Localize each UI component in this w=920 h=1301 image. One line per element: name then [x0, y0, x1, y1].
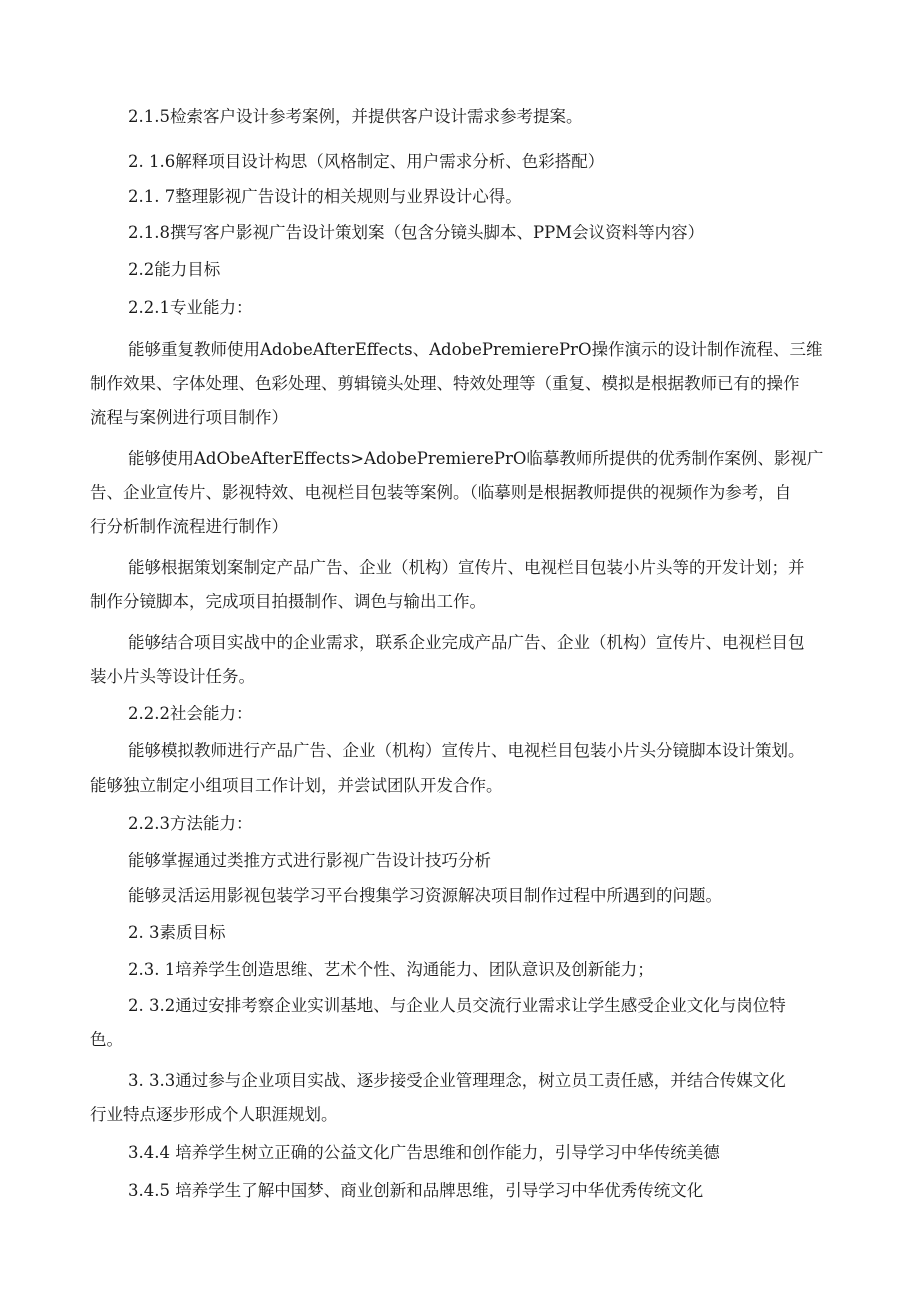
section-heading: 2.2能力目标	[128, 260, 221, 279]
paragraph-line: 制作分镜脚本，完成项目拍摄制作、调色与输出工作。	[90, 592, 486, 611]
paragraph-line: 3. 3.3通过参与企业项目实战、逐步接受企业管理理念，树立员工责任感，并结合传媒文化	[128, 1071, 786, 1090]
text-line: 2. 1.6解释项目设计构思（风格制定、用户需求分析、色彩搭配）	[128, 152, 605, 171]
paragraph-line: 能够使用AdObeAfterEffects>AdobePremierePrO临摹教师所提供的优秀制作案例、影视广	[128, 449, 824, 468]
paragraph-line: 色。	[90, 1030, 123, 1049]
paragraph-line: 告、企业宣传片、影视特效、电视栏目包装等案例。（临摹则是根据教师提供的视频作为参考，自	[90, 483, 792, 502]
paragraph-line: 行分析制作流程进行制作）	[90, 517, 288, 536]
paragraph-line: 装小片头等设计任务。	[90, 667, 255, 686]
paragraph-line: 制作效果、字体处理、色彩处理、剪辑镜头处理、特效处理等（重复、模拟是根据教师已有的操作	[90, 374, 800, 393]
text-line: 2.1. 7整理影视广告设计的相关规则与业界设计心得。	[128, 187, 522, 206]
subsection-heading: 2.2.3方法能力：	[128, 814, 253, 833]
paragraph-line: 能够结合项目实战中的企业需求，联系企业完成产品广告、企业（机构）宣传片、电视栏目包	[128, 633, 805, 652]
text-line: 3.4.5 培养学生了解中国梦、商业创新和品牌思维，引导学习中华优秀传统文化	[128, 1181, 704, 1200]
subsection-heading: 2.2.2社会能力：	[128, 704, 253, 723]
text-line: 2.3. 1培养学生创造思维、艺术个性、沟通能力、团队意识及创新能力；	[128, 960, 654, 979]
subsection-heading: 2.2.1专业能力：	[128, 298, 253, 317]
paragraph-line: 流程与案例进行项目制作）	[90, 408, 288, 427]
paragraph-line: 能够模拟教师进行产品广告、企业（机构）宣传片、电视栏目包装小片头分镜脚本设计策划。	[128, 741, 805, 760]
paragraph-line: 行业特点逐步形成个人职涯规划。	[90, 1105, 338, 1124]
text-line: 3.4.4 培养学生树立正确的公益文化广告思维和创作能力，引导学习中华传统美德	[128, 1143, 720, 1162]
paragraph-line: 能够根据策划案制定产品广告、企业（机构）宣传片、电视栏目包装小片头等的开发计划；并	[128, 558, 805, 577]
paragraph-line: 能够掌握通过类推方式进行影视广告设计技巧分析	[128, 851, 491, 870]
paragraph-line: 能够重复教师使用AdobeAfterEffects、AdobePremierePrO操作演示的设计制作流程、三维	[128, 340, 823, 359]
paragraph-line: 2. 3.2通过安排考察企业实训基地、与企业人员交流行业需求让学生感受企业文化与岗位特	[128, 996, 786, 1015]
text-line: 2.1.5检索客户设计参考案例，并提供客户设计需求参考提案。	[128, 107, 583, 126]
paragraph-line: 能够灵活运用影视包装学习平台搜集学习资源解决项目制作过程中所遇到的问题。	[128, 886, 722, 905]
section-heading: 2. 3素质目标	[128, 923, 226, 942]
text-line: 2.1.8撰写客户影视广告设计策划案（包含分镜头脚本、PPM会议资料等内容）	[128, 223, 705, 242]
paragraph-line: 能够独立制定小组项目工作计划，并尝试团队开发合作。	[90, 776, 503, 795]
